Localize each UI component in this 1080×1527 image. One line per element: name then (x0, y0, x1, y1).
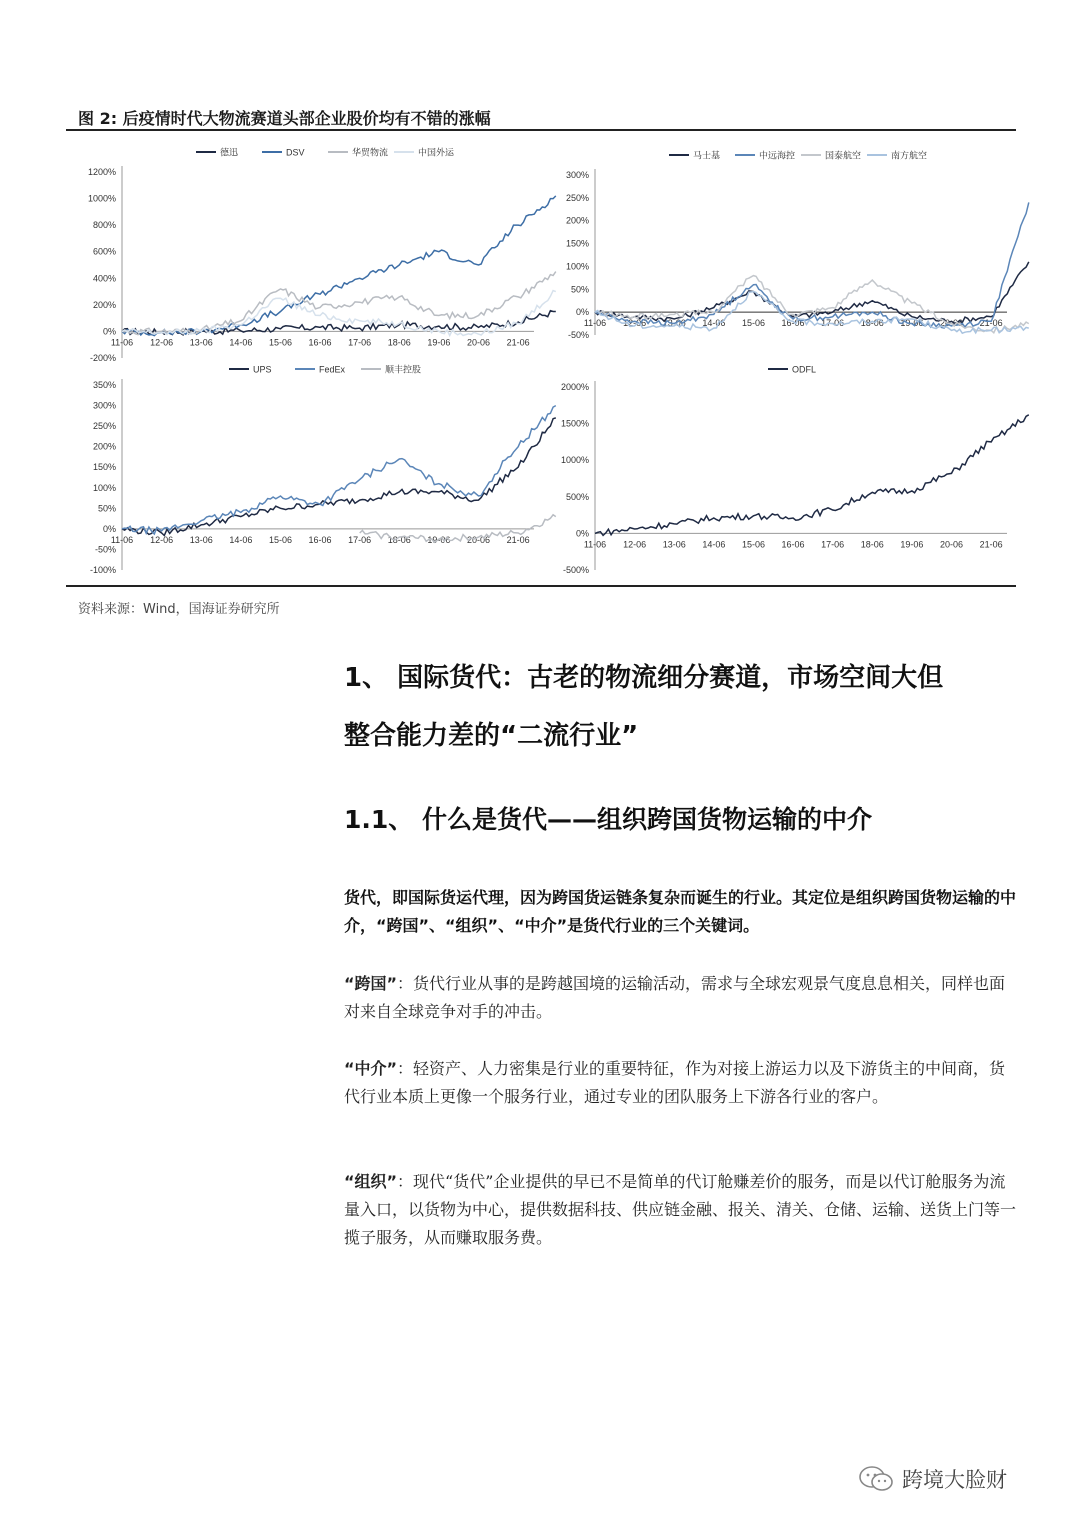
y-tick-label: 1000% (560, 455, 589, 466)
x-tick-label: 19-06 (900, 539, 924, 550)
y-tick-label: 800% (92, 220, 116, 231)
keyword-intermediary: “中介” (344, 1059, 398, 1078)
y-tick-label: 300% (565, 170, 589, 180)
x-tick-label: 20-06 (940, 318, 964, 329)
figure-bottom-rule (66, 585, 1016, 587)
legend-label: 顺丰控股 (385, 364, 422, 375)
series-line (595, 202, 1029, 328)
legend-label: DSV (286, 147, 305, 158)
section-heading-line1: 1、 国际货代：古老的物流细分赛道，市场空间大但 (344, 663, 944, 693)
x-tick-label: 21-06 (979, 539, 1003, 550)
y-tick-label: 150% (92, 462, 116, 473)
x-tick-label: 11-06 (110, 337, 134, 348)
paragraph-organize (344, 1168, 1020, 1252)
legend-label: FedEx (319, 364, 346, 375)
legend-label: 中国外运 (418, 147, 455, 158)
y-tick-label: -50% (94, 544, 116, 555)
legend-label: 南方航空 (891, 150, 928, 161)
x-tick-label: 14-06 (702, 539, 726, 550)
x-tick-label: 13-06 (662, 318, 686, 329)
x-tick-label: 20-06 (940, 539, 964, 550)
x-tick-label: 14-06 (229, 337, 253, 348)
legend-label: UPS (253, 364, 272, 375)
chart-freight-forwarders (66, 140, 546, 365)
x-tick-label: 14-06 (229, 534, 253, 545)
x-tick-label: 11-06 (583, 539, 607, 550)
x-tick-label: 21-06 (506, 337, 530, 348)
x-tick-label: 19-06 (427, 337, 451, 348)
chart-express-carriers (66, 360, 546, 582)
y-tick-label: 200% (565, 215, 589, 226)
wechat-icon (858, 1465, 894, 1493)
x-tick-label: 17-06 (821, 318, 845, 329)
y-tick-label: 2000% (560, 382, 589, 392)
keyword-organize: “组织” (344, 1172, 398, 1191)
x-tick-label: 15-06 (268, 337, 292, 348)
y-tick-label: 600% (92, 246, 116, 257)
x-tick-label: 18-06 (860, 539, 884, 550)
y-tick-label: -500% (562, 565, 589, 575)
series-line (122, 196, 556, 336)
x-tick-label: 14-06 (702, 318, 726, 329)
x-tick-label: 11-06 (110, 534, 134, 545)
intro-paragraph: 货代，即国际货运代理，因为跨国货运链条复杂而诞生的行业。其定位是组织跨国货物运输的中介，“跨国”、“组织”、“中介”是货代行业的三个关键词。 (344, 888, 1017, 935)
x-tick-label: 20-06 (467, 337, 491, 348)
x-tick-label: 21-06 (506, 534, 530, 545)
x-tick-label: 16-06 (781, 318, 805, 329)
y-tick-label: 50% (570, 284, 589, 295)
series-line (595, 262, 1029, 323)
subsection-heading: 1.1、 什么是货代——组织跨国货物运输的中介 (344, 805, 872, 834)
x-tick-label: 19-06 (900, 318, 924, 329)
y-tick-label: 0% (575, 307, 589, 318)
legend-label: ODFL (792, 364, 817, 375)
x-tick-label: 21-06 (979, 318, 1003, 329)
series-line (595, 415, 1029, 536)
x-tick-label: 12-06 (150, 534, 174, 545)
watermark-text: 跨境大脸财 (902, 1468, 1007, 1492)
legend-label: 德迅 (220, 147, 239, 158)
y-tick-label: -50% (567, 330, 589, 340)
paragraph-intermediary (344, 1055, 1020, 1111)
paragraph-intermediary-text: ：轻资产、人力密集是行业的重要特征，作为对接上游运力以及下游货主的中间商，货代行业本质上更像一个服务行业，通过专业的团队服务上下游各行业的客户。 (344, 1059, 1006, 1106)
y-tick-label: 0% (102, 523, 116, 534)
y-tick-label: 150% (565, 238, 589, 249)
legend-label: 马士基 (693, 150, 721, 161)
figure-source: 资料来源：Wind，国海证券研究所 (78, 602, 280, 617)
y-tick-label: 300% (92, 400, 116, 411)
series-line (122, 406, 556, 534)
y-tick-label: 1000% (87, 193, 116, 204)
x-tick-label: 11-06 (583, 318, 607, 329)
y-tick-label: 50% (97, 503, 116, 514)
x-tick-label: 12-06 (150, 337, 174, 348)
x-tick-label: 18-06 (860, 318, 884, 329)
chart-odfl (545, 360, 1020, 582)
y-tick-label: 0% (575, 528, 589, 539)
x-tick-label: 15-06 (741, 318, 765, 329)
y-tick-label: 100% (565, 261, 589, 272)
x-tick-label: 13-06 (189, 534, 213, 545)
y-tick-label: 100% (92, 482, 116, 493)
legend-label: 国泰航空 (825, 150, 862, 161)
x-tick-label: 16-06 (781, 539, 805, 550)
chart-shipping-airlines (545, 140, 1020, 365)
paragraph-organize-text: ：现代“货代”企业提供的早已不是简单的代订舱赚差价的服务，而是以代订舱服务为流量入口，以货物为中心，提供数据科技、供应链金融、报关、清关、仓储、运输、送货上门等一揽子服务，从而赚取服务费。 (344, 1172, 1017, 1247)
y-tick-label: 200% (92, 299, 116, 310)
x-tick-label: 13-06 (662, 539, 686, 550)
legend-label: 中远海控 (759, 150, 796, 161)
legend-label: 华贸物流 (352, 147, 389, 158)
x-tick-label: 17-06 (348, 534, 372, 545)
y-tick-label: -100% (89, 565, 116, 575)
x-tick-label: 15-06 (268, 534, 292, 545)
paragraph-cross-border (344, 970, 1020, 1026)
x-tick-label: 18-06 (387, 534, 411, 545)
series-line (122, 418, 556, 536)
x-tick-label: 15-06 (741, 539, 765, 550)
y-tick-label: 250% (92, 421, 116, 432)
y-tick-label: 0% (102, 326, 116, 337)
x-tick-label: 17-06 (821, 539, 845, 550)
x-tick-label: 18-06 (387, 337, 411, 348)
x-tick-label: 12-06 (623, 318, 647, 329)
y-tick-label: 350% (92, 380, 116, 390)
x-tick-label: 17-06 (348, 337, 372, 348)
figure-title: 图 2: 后疫情时代大物流赛道头部企业股价均有不错的涨幅 (78, 109, 491, 128)
x-tick-label: 16-06 (308, 337, 332, 348)
paragraph-cross-border-text: ：货代行业从事的是跨越国境的运输活动，需求与全球宏观景气度息息相关，同样也面对来自全球竞争对手的冲击。 (344, 974, 1006, 1021)
x-tick-label: 16-06 (308, 534, 332, 545)
x-tick-label: 20-06 (467, 534, 491, 545)
x-tick-label: 19-06 (427, 534, 451, 545)
keyword-cross-border: “跨国” (344, 974, 398, 993)
figure-top-rule (66, 129, 1016, 131)
x-tick-label: 12-06 (623, 539, 647, 550)
section-heading-line2: 整合能力差的“二流行业” (344, 721, 639, 751)
watermark (858, 1464, 1007, 1494)
y-tick-label: 1200% (87, 167, 116, 177)
x-tick-label: 13-06 (189, 337, 213, 348)
y-tick-label: 1500% (560, 418, 589, 429)
y-tick-label: 250% (565, 192, 589, 203)
y-tick-label: 500% (565, 491, 589, 502)
y-tick-label: -200% (89, 353, 116, 363)
y-tick-label: 200% (92, 441, 116, 452)
y-tick-label: 400% (92, 273, 116, 284)
